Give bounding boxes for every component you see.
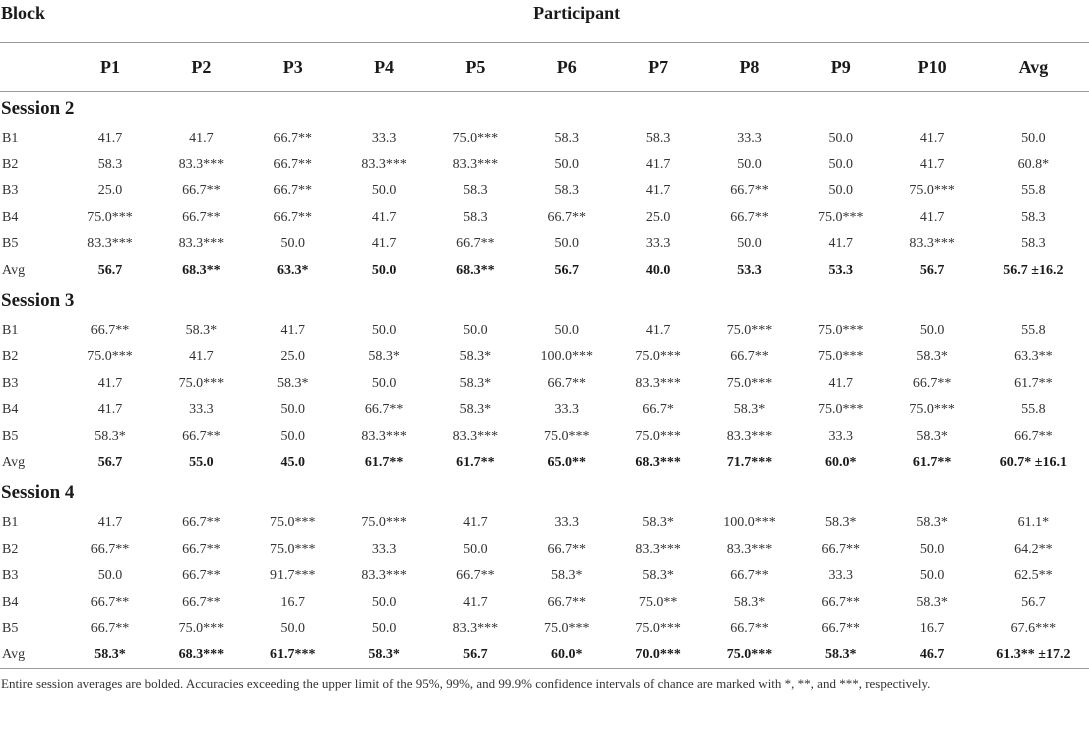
- table-cell: 66.7**: [547, 541, 586, 557]
- table-cell: 75.0***: [635, 620, 681, 636]
- table-cell: 68.3**: [456, 262, 495, 278]
- table-cell: 58.3*: [94, 428, 126, 444]
- table-cell: 66.7**: [730, 183, 769, 199]
- table-cell: 61.7**: [1014, 375, 1053, 391]
- table-cell: 66.7**: [273, 209, 312, 225]
- header-row-top: [0, 0, 1089, 31]
- table-cell: 75.0***: [726, 375, 773, 391]
- table-cell: 41.7: [828, 375, 854, 391]
- table-cell: 66.7**: [273, 157, 312, 173]
- session-average-row: [0, 450, 1089, 476]
- table-cell: 41.7: [919, 209, 945, 225]
- table-cell: 56.7: [97, 262, 123, 278]
- table-row: [0, 371, 1089, 397]
- table-cell: 75.0***: [178, 620, 225, 636]
- table-cell: 58.3*: [64, 642, 155, 668]
- table-cell: 33.3: [645, 236, 671, 252]
- table-cell: 83.3***: [452, 428, 499, 444]
- table-cell: 40.0: [645, 262, 671, 278]
- table-cell: 50.0: [919, 541, 945, 557]
- table-cell: 41.7: [919, 157, 945, 173]
- column-header-p7: P7: [612, 43, 703, 92]
- table-cell: 58.3*: [916, 515, 948, 531]
- table-cell: 58.3*: [551, 568, 583, 584]
- table-cell: 75.0***: [909, 402, 955, 418]
- table-cell: 83.3***: [178, 157, 225, 173]
- table-cell: 41.7: [645, 157, 671, 173]
- table-cell: 68.3***: [635, 454, 681, 470]
- table-cell: 83.3***: [361, 157, 407, 173]
- table-cell: 58.3: [554, 183, 579, 199]
- table-cell: 58.3*: [795, 642, 886, 668]
- table-cell: 66.7**: [364, 402, 404, 418]
- table-cell: 61.1*: [1017, 515, 1050, 531]
- table-cell: 58.3*: [276, 375, 309, 391]
- table-cell: 58.3*: [459, 402, 492, 418]
- table-cell: 41.7: [280, 323, 305, 339]
- table-footnote: Entire session averages are bolded. Accuracies exceeding the upper limit of the 95%, 99%, and 99.9% confidence intervals of chance are marked with *, **, and ***, respectively.: [1, 675, 931, 691]
- column-header-empty: [0, 43, 64, 92]
- row-label: Avg: [2, 262, 26, 278]
- table-cell: 75.0***: [818, 323, 864, 339]
- column-header-p2: P2: [156, 43, 247, 92]
- table-cell: 66.7*: [642, 402, 674, 418]
- table-cell: 56.7: [919, 262, 945, 278]
- table-cell: 75.0***: [544, 428, 590, 444]
- header-separator: [0, 31, 1089, 43]
- table-cell: 50.0: [828, 130, 854, 146]
- table-cell: 61.3** ±17.2: [978, 642, 1089, 668]
- table-row: [0, 231, 1089, 257]
- table-cell: 61.7**: [456, 454, 495, 470]
- table-cell: 33.3: [189, 402, 214, 418]
- table-cell: 41.7: [463, 594, 488, 610]
- table-cell: 50.0: [1021, 130, 1046, 146]
- row-label: B5: [2, 428, 19, 444]
- table-cell: 41.7: [97, 130, 123, 146]
- table-cell: 83.3***: [452, 157, 499, 173]
- table-cell: 50.0: [919, 568, 945, 584]
- table-cell: 66.7**: [456, 236, 495, 252]
- table-cell: 55.8: [1021, 402, 1046, 418]
- table-cell: 66.7**: [182, 568, 221, 584]
- table-cell: 58.3*: [733, 594, 766, 610]
- table-row: [0, 563, 1089, 589]
- row-label: B3: [2, 375, 19, 391]
- table-cell: 60.8*: [1017, 157, 1050, 173]
- table-cell: 66.7**: [90, 594, 130, 610]
- table-cell: 56.7: [97, 454, 123, 470]
- row-label: B5: [2, 236, 19, 252]
- table-cell: 58.3: [554, 130, 579, 146]
- row-label: B3: [2, 568, 19, 584]
- table-row: [0, 126, 1089, 152]
- table-cell: 33.3: [828, 428, 854, 444]
- table-cell: 33.3: [371, 541, 397, 557]
- table-cell: 75.0***: [269, 515, 316, 531]
- table-cell: 66.7**: [182, 209, 221, 225]
- participant-header: Participant: [533, 3, 621, 23]
- table-cell: 100.0***: [723, 515, 776, 531]
- table-cell: 41.7: [97, 515, 123, 531]
- table-cell: 83.3***: [87, 236, 133, 252]
- table-cell: 67.6***: [1010, 620, 1057, 636]
- table-cell: 75.0***: [87, 349, 133, 365]
- table-cell: 66.7**: [90, 620, 130, 636]
- table-cell: 58.3*: [825, 515, 857, 531]
- table-cell: 41.7: [645, 183, 671, 199]
- table-cell: 16.7: [919, 620, 945, 636]
- table-cell: 61.7**: [364, 454, 404, 470]
- table-cell: 33.3: [737, 130, 762, 146]
- table-row: [0, 589, 1089, 615]
- table-cell: 66.7**: [182, 541, 221, 557]
- table-cell: 65.0**: [547, 454, 586, 470]
- table-cell: 33.3: [554, 402, 579, 418]
- table-row: [0, 537, 1089, 563]
- table-cell: 66.7**: [1014, 428, 1053, 444]
- table-cell: 75.0***: [544, 620, 590, 636]
- table-cell: 83.3***: [726, 428, 773, 444]
- row-label: B5: [2, 620, 19, 636]
- table-cell: 83.3***: [635, 541, 681, 557]
- session-title: Session 2: [1, 97, 75, 119]
- table-cell: 58.3*: [459, 349, 492, 365]
- table-cell: 58.3*: [185, 323, 218, 339]
- table-cell: 66.7**: [456, 568, 495, 584]
- table-cell: 60.7* ±16.1: [999, 454, 1067, 470]
- table-cell: 58.3: [97, 157, 123, 173]
- session-average-row: [0, 642, 1089, 668]
- table-cell: 55.0: [189, 454, 214, 470]
- table-cell: 41.7: [97, 402, 123, 418]
- table-cell: 50.0: [371, 183, 397, 199]
- row-label: B2: [2, 349, 19, 365]
- table-cell: 66.7**: [273, 183, 312, 199]
- table-cell: 58.3: [645, 130, 671, 146]
- column-header-p8: P8: [704, 43, 795, 92]
- table-cell: 75.0***: [818, 402, 864, 418]
- table-cell: 75.0***: [726, 323, 773, 339]
- row-label: B1: [2, 515, 19, 531]
- table-cell: 58.3: [1021, 209, 1046, 225]
- table-cell: 75.0***: [452, 130, 499, 146]
- table-cell: 50.0: [828, 183, 854, 199]
- table-cell: 100.0***: [540, 349, 593, 365]
- session-header-row: [0, 92, 1089, 126]
- table-cell: 70.0***: [612, 642, 703, 668]
- row-label: Avg: [0, 642, 64, 668]
- table-cell: 60.0*: [521, 642, 612, 668]
- table-cell: 61.7**: [912, 454, 952, 470]
- table-cell: 83.3***: [361, 428, 407, 444]
- table-cell: 56.7: [430, 642, 521, 668]
- session-header-row: [0, 284, 1089, 318]
- column-header-p3: P3: [247, 43, 338, 92]
- table-cell: 61.7***: [247, 642, 338, 668]
- table-cell: 25.0: [97, 183, 123, 199]
- table-cell: 66.7**: [90, 323, 130, 339]
- table-cell: 66.7**: [90, 541, 130, 557]
- table-cell: 46.7: [886, 642, 977, 668]
- table-cell: 58.3*: [916, 428, 948, 444]
- table-cell: 50.0: [554, 323, 579, 339]
- table-cell: 58.3*: [459, 375, 492, 391]
- row-label: B1: [2, 323, 19, 339]
- row-label: B4: [2, 402, 19, 418]
- table-cell: 83.3***: [452, 620, 499, 636]
- table-cell: 66.7**: [547, 594, 586, 610]
- table-cell: 75.0***: [909, 183, 955, 199]
- table-cell: 58.3: [463, 209, 488, 225]
- table-cell: 66.7**: [730, 620, 769, 636]
- table-cell: 75.0***: [178, 375, 225, 391]
- table-cell: 58.3*: [338, 642, 429, 668]
- column-header-avg: Avg: [978, 43, 1089, 92]
- row-label: B4: [2, 209, 19, 225]
- table-cell: 25.0: [645, 209, 671, 225]
- table-cell: 71.7***: [726, 454, 773, 470]
- session-title: Session 4: [1, 482, 75, 504]
- table-cell: 56.7: [1021, 594, 1046, 610]
- table-cell: 75.0***: [818, 209, 864, 225]
- table-cell: 68.3***: [156, 642, 247, 668]
- table-cell: 62.5**: [1014, 568, 1053, 584]
- table-row: [0, 152, 1089, 178]
- table-cell: 25.0: [280, 349, 305, 365]
- table-cell: 75.0***: [635, 428, 681, 444]
- table-row: [0, 397, 1089, 423]
- table-cell: 50.0: [463, 541, 488, 557]
- session-title: Session 3: [1, 289, 75, 311]
- table-body: [0, 92, 1089, 669]
- table-cell: 64.2**: [1014, 541, 1053, 557]
- table-cell: 53.3: [737, 262, 762, 278]
- table-cell: 50.0: [280, 236, 305, 252]
- table-cell: 50.0: [737, 157, 762, 173]
- table-cell: 41.7: [189, 130, 214, 146]
- table-cell: 66.7**: [730, 209, 769, 225]
- table-cell: 41.7: [645, 323, 671, 339]
- column-header-p9: P9: [795, 43, 886, 92]
- table-cell: 56.7: [554, 262, 579, 278]
- table-cell: 41.7: [97, 375, 123, 391]
- table-row: [0, 510, 1089, 536]
- table-cell: 50.0: [371, 323, 397, 339]
- table-cell: 50.0: [280, 402, 305, 418]
- table-cell: 66.7**: [273, 130, 312, 146]
- table-cell: 75.0***: [818, 349, 864, 365]
- table-row: [0, 318, 1089, 344]
- table-cell: 50.0: [371, 375, 397, 391]
- table-row: [0, 205, 1089, 231]
- table-cell: 50.0: [463, 323, 488, 339]
- session-header-row: [0, 476, 1089, 510]
- row-label: B1: [2, 130, 19, 146]
- table-cell: 66.7**: [182, 515, 221, 531]
- table-cell: 56.7 ±16.2: [1003, 262, 1064, 278]
- table-cell: 41.7: [919, 130, 945, 146]
- column-header-p1: P1: [64, 43, 155, 92]
- table-cell: 50.0: [828, 157, 854, 173]
- table-cell: 66.7**: [730, 568, 769, 584]
- table-cell: 50.0: [554, 157, 579, 173]
- table-cell: 33.3: [828, 568, 854, 584]
- table-cell: 50.0: [371, 262, 397, 278]
- table-cell: 83.3***: [635, 375, 681, 391]
- table-cell: 33.3: [371, 130, 397, 146]
- table-row: [0, 178, 1089, 204]
- table-cell: 83.3***: [909, 236, 955, 252]
- table-cell: 50.0: [919, 323, 945, 339]
- table-cell: 50.0: [280, 620, 305, 636]
- table-cell: 66.7**: [547, 209, 586, 225]
- table-cell: 33.3: [554, 515, 579, 531]
- table-cell: 58.3*: [642, 515, 674, 531]
- table-cell: 75.0***: [361, 515, 407, 531]
- table-cell: 45.0: [280, 454, 305, 470]
- table-cell: 55.8: [1021, 323, 1046, 339]
- table-cell: 41.7: [463, 515, 488, 531]
- table-cell: 58.3*: [916, 349, 948, 365]
- table-cell: 75.0***: [269, 541, 316, 557]
- table-cell: 83.3***: [361, 568, 407, 584]
- table-cell: 75.0***: [87, 209, 133, 225]
- column-header-p6: P6: [521, 43, 612, 92]
- row-label: B2: [2, 541, 19, 557]
- table-cell: 58.3*: [642, 568, 674, 584]
- table-cell: 50.0: [280, 428, 305, 444]
- table-cell: 66.7**: [182, 594, 221, 610]
- table-cell: 50.0: [737, 236, 762, 252]
- table-cell: 50.0: [554, 236, 579, 252]
- table-cell: 66.7**: [182, 428, 221, 444]
- block-header: Block: [1, 3, 46, 23]
- table-cell: 91.7***: [269, 568, 316, 584]
- table-cell: 50.0: [371, 620, 397, 636]
- table-cell: 83.3***: [178, 236, 225, 252]
- table-cell: 66.7**: [730, 349, 769, 365]
- row-label: Avg: [2, 454, 26, 470]
- table-cell: 50.0: [371, 594, 397, 610]
- table-cell: 41.7: [189, 349, 214, 365]
- table-cell: 58.3: [1021, 236, 1046, 252]
- table-cell: 16.7: [280, 594, 305, 610]
- table-cell: 66.7**: [182, 183, 221, 199]
- column-header-p10: P10: [886, 43, 977, 92]
- session-average-row: [0, 257, 1089, 283]
- table-cell: 58.3*: [916, 594, 948, 610]
- column-header-p5: P5: [430, 43, 521, 92]
- column-header-p4: P4: [338, 43, 429, 92]
- column-header-row: [0, 43, 1089, 92]
- table-cell: 58.3*: [733, 402, 766, 418]
- footnote-row: [0, 669, 1089, 699]
- table-cell: 41.7: [828, 236, 854, 252]
- table-cell: 58.3: [463, 183, 488, 199]
- table-cell: 66.7**: [547, 375, 586, 391]
- table-cell: 75.0***: [635, 349, 681, 365]
- row-label: B3: [2, 183, 19, 199]
- table-cell: 66.7**: [821, 541, 861, 557]
- table-cell: 55.8: [1021, 183, 1046, 199]
- table-cell: 63.3**: [1014, 349, 1053, 365]
- table-cell: 75.0***: [704, 642, 795, 668]
- table-cell: 41.7: [371, 236, 397, 252]
- table-cell: 66.7**: [821, 620, 861, 636]
- table-cell: 66.7**: [912, 375, 952, 391]
- table-cell: 60.0*: [825, 454, 857, 470]
- table-cell: 83.3***: [726, 541, 773, 557]
- table-row: [0, 616, 1089, 642]
- table-cell: 50.0: [97, 568, 123, 584]
- table-row: [0, 344, 1089, 370]
- table-cell: 68.3**: [182, 262, 221, 278]
- table-cell: 53.3: [828, 262, 854, 278]
- table-cell: 75.0**: [638, 594, 678, 610]
- table-row: [0, 423, 1089, 449]
- row-label: B2: [2, 157, 19, 173]
- table-cell: 58.3*: [368, 349, 400, 365]
- table-cell: 66.7**: [821, 594, 861, 610]
- table-cell: 63.3*: [276, 262, 309, 278]
- table-cell: 41.7: [371, 209, 397, 225]
- row-label: B4: [2, 594, 19, 610]
